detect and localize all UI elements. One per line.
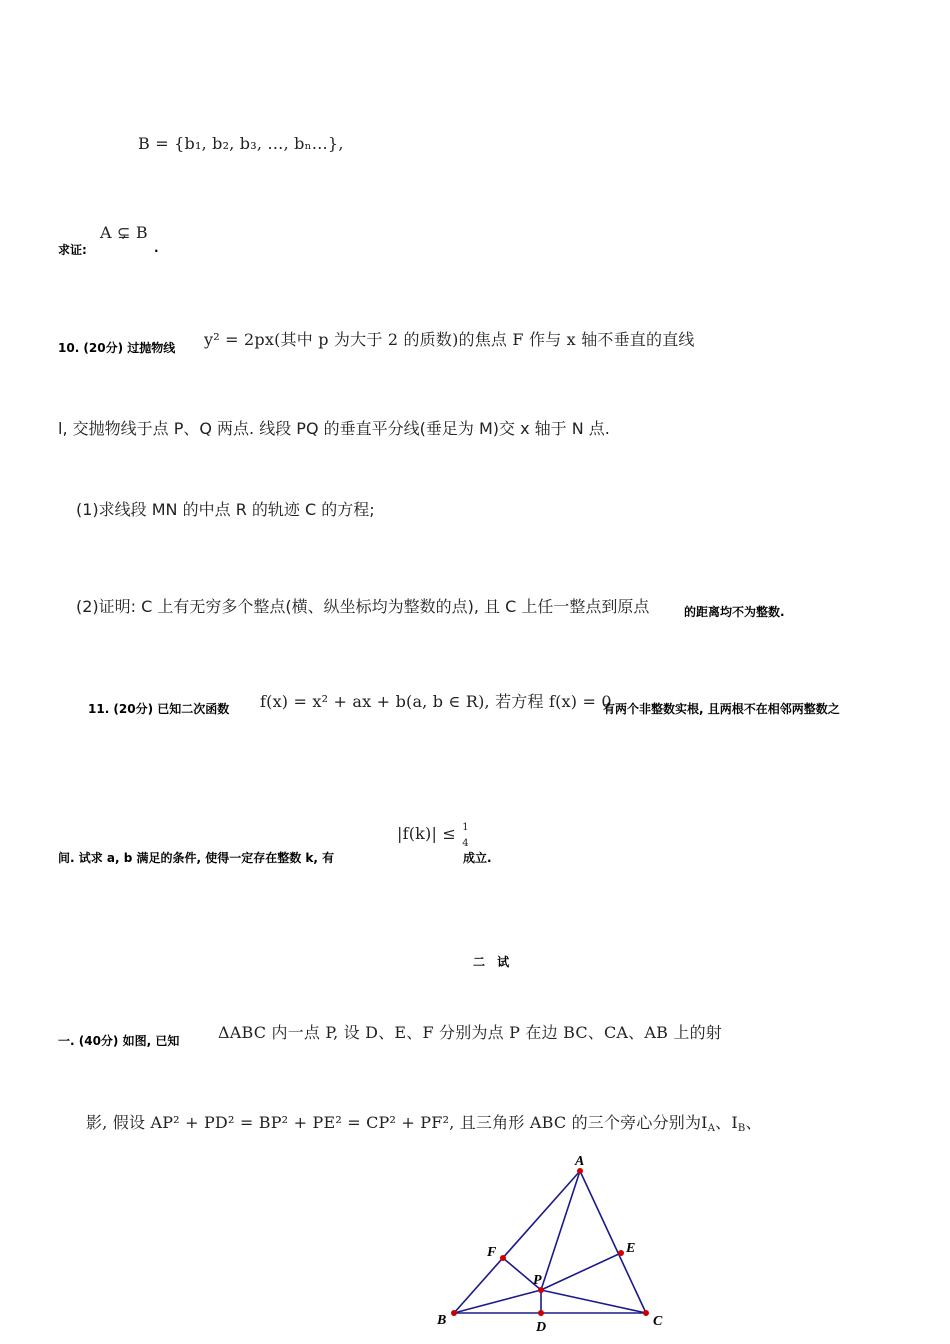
- q1-line2-sep: 、I: [715, 1113, 738, 1132]
- side-ac: [580, 1171, 646, 1313]
- point-f: [500, 1255, 506, 1261]
- label-e: E: [626, 1241, 636, 1256]
- label-d: D: [536, 1320, 547, 1335]
- label-f: F: [487, 1245, 497, 1260]
- label-a: A: [575, 1154, 585, 1169]
- fraction-numerator: 1: [462, 822, 469, 833]
- point-b: [451, 1310, 457, 1316]
- q10-part2: (2)证明: C 上有无穷多个整点(横、纵坐标均为整数的点), 且 C 上任一整点到原点: [76, 597, 650, 616]
- q10-line1: y² = 2px(其中 p 为大于 2 的质数)的焦点 F 作与 x 轴不垂直的直线: [204, 330, 695, 349]
- q10-head: 10. (20分) 过抛物线: [58, 341, 176, 355]
- fraction-denominator: 4: [462, 838, 469, 849]
- q10-part2-tail: 的距离均不为整数.: [684, 605, 785, 619]
- q10-line2: l, 交抛物线于点 P、Q 两点. 线段 PQ 的垂直平分线(垂足为 M)交 x 轴于 N 点.: [58, 419, 610, 438]
- section-title: 二 试: [473, 955, 514, 969]
- proof-label: 求证:: [58, 243, 87, 257]
- q11-head: 11. (20分) 已知二次函数: [88, 702, 230, 716]
- segment-pe: [541, 1253, 621, 1290]
- q1-line2-text: 影, 假设 AP² + PD² = BP² + PE² = CP² + PF², 且三角形 ABC 的三个旁心分别为I: [86, 1113, 708, 1132]
- q1-line2-end: 、: [745, 1113, 762, 1132]
- figure-points: [451, 1168, 649, 1316]
- q1-head: 一. (40分) 如图, 已知: [58, 1034, 180, 1048]
- set-b-tail: ,: [338, 134, 344, 153]
- q11-line2-tail: 成立.: [463, 851, 492, 865]
- q11-line2-head: 间. 试求 a, b 满足的条件, 使得一定存在整数 k, 有: [58, 851, 335, 865]
- set-b-math: B = {b₁, b₂, b₃, …, bₙ…}: [138, 134, 339, 153]
- point-c: [643, 1310, 649, 1316]
- figure-lines: [454, 1171, 646, 1313]
- q11-math: f(x) = x² + ax + b(a, b ∈ R), 若方程 f(x) = 0: [260, 692, 612, 711]
- excenter-sub-b: B: [737, 1123, 746, 1134]
- segment-bp: [454, 1290, 541, 1313]
- figure-labels: [436, 1154, 663, 1335]
- proof-tail: .: [154, 241, 159, 255]
- q11-ineq-text: |f(k)| ≤: [397, 824, 456, 843]
- side-ab: [454, 1171, 580, 1313]
- label-c: C: [653, 1314, 663, 1329]
- label-p: P: [533, 1273, 542, 1288]
- segment-cp: [541, 1290, 646, 1313]
- q1-line1: ΔABC 内一点 P, 设 D、E、F 分别为点 P 在边 BC、CA、AB 上的射: [218, 1023, 722, 1042]
- point-d: [538, 1310, 544, 1316]
- point-e: [618, 1250, 624, 1256]
- q11-tail: 有两个非整数实根, 且两根不在相邻两整数之: [603, 702, 840, 716]
- proof-math: A ⊊ B: [100, 223, 148, 242]
- label-b: B: [437, 1313, 447, 1328]
- excenter-sub-a: A: [707, 1123, 716, 1134]
- segment-ap: [541, 1171, 580, 1290]
- q10-part1: (1)求线段 MN 的中点 R 的轨迹 C 的方程;: [76, 500, 375, 519]
